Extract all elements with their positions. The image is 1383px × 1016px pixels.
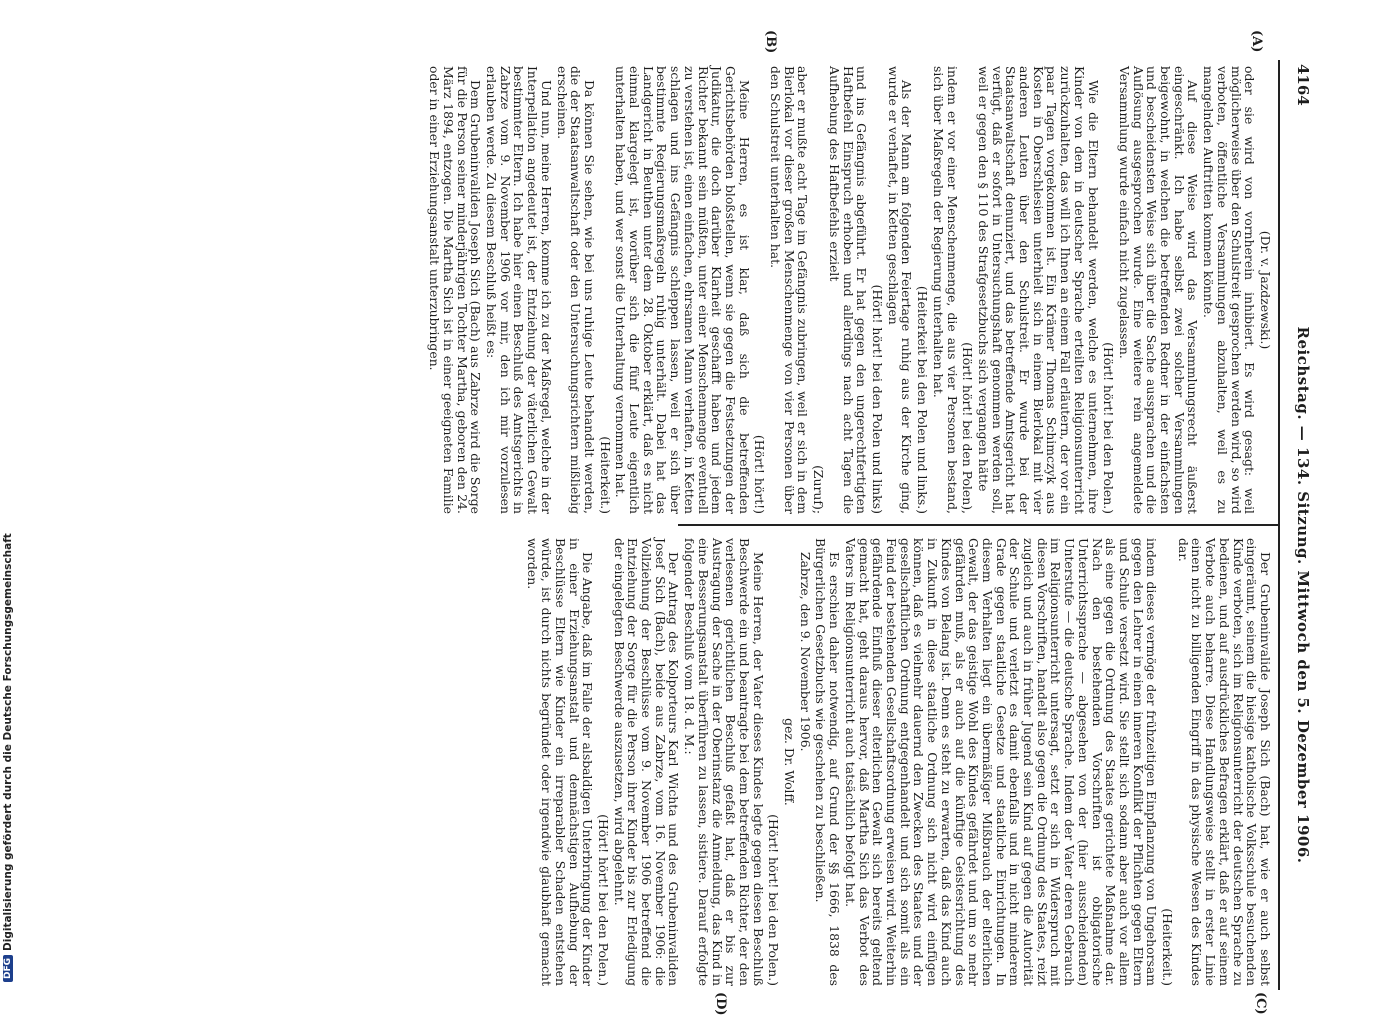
paragraph: gez. Dr. Wolff. xyxy=(782,718,798,806)
column-divider xyxy=(678,524,1278,526)
paragraph: Als der Mann am folgenden Feiertage ruhig aus der Kirche ging, wurde er verhaftet, in Ketten geschlagen xyxy=(885,66,915,514)
paragraph: (Hört! hört! bei den Polen.) xyxy=(595,814,611,986)
paragraph: Es erschien daher notwendig, auf Grund der §§ 1666, 1838 des Bürgerlichen Gesetzbuchs wie geschehen zu beschließen. xyxy=(813,538,843,986)
newspaper-page xyxy=(73,30,1318,1016)
paragraph: Dem Grubeninvaliden Joseph Sich (Bach) aus Zabrze wird die Sorge für die Person seiner minderjährigen Tochter Martha, geboren den 24. März 1894, entzogen. Die Martha Sich ist in einer geeigneten Familie oder in einer Erziehungsanstalt unterzubringen. xyxy=(427,66,484,514)
digitization-text: Digitalisierung gefördert durch die Deutsche Forschungsgemeinschaft xyxy=(2,533,14,951)
paragraph: (Heiterkeit bei den Polen und links.) xyxy=(915,285,931,514)
right-column xyxy=(524,538,1272,986)
margin-marker-d: (D) xyxy=(713,992,728,1016)
paragraph: Und nun, meine Herren, komme ich zu der Maßregel, welche in der Interpellation angedeutet ist, der Entziehung der väterlichen Gewalt bestimmter Eltern. Ich habe hier einen Beschluß des Amtsgerichts in Zabrze vom 9. November 1906 vor mir, den ich mir vorzulesen erlauben werde. Zu diesem Beschluß heißt es: xyxy=(484,66,554,514)
header-rule xyxy=(1278,60,1280,990)
left-column xyxy=(426,66,1272,514)
paragraph: indem dieses vermöge der frühzeitigen Einpflanzung von Ungehorsam gegen den Lehrer in einen inneren Konflikt der Pflichten gegen Eltern und Schule versetzt wird. Sie stellt sich sodann aber auch vor allem als eine gegen die Ordnung des Staates gerichtete Maßnahme dar. Nach den bestehenden Vorschriften ist obligatorische Unterrichtssprache — abgesehen von der (hier ausscheidenden) Unterstufe — die deutsche Sprache. Indem der Vater deren Gebrauch im Religionsunterricht untersagt, setzt er sich in Widerspruch mit diesen Vorschriften, handelt also gegen die Ordnung des Staates, reizt zugleich und auch in früher Jugend sein Kind auf gegen die Autorität der Schule und verletzt es damit ebenfalls und in nicht minderem Grade gegen staatliche Gesetze und staatliche Einrichtungen. In diesem Verhalten liegt ein übermäßiger Mißbrauch der elterlichen Gewalt, der das geistige Wohl des Kindes gefährdet und um so mehr gefährden muß, als er auch auf die künftige Geistesrichtung des Kindes von Belang ist. Denn es steht zu erwarten, daß das Kind auch in Zukunft in diese staatliche Ordnung sich nicht wird einfügen können, daß es vielmehr dauernd den Zwecken des Staates und der gesellschaftlichen Ordnung entgegenhandelt und sich somit als ein Feind der bestehenden Gesellschaftsordnung erweisen wird. Weiterhin gefährdende Einfluß dieser elterlichen Gewalt sich bereits geltend gemacht hat, geht daraus hervor, daß Martha Sich das Verbot des Vaters im Religionsunterricht auch tatsächlich befolgt hat. xyxy=(842,538,1160,986)
paragraph: (Hört! hört! bei den Polen und links) xyxy=(870,284,886,514)
paragraph: Auf diese Weise wird das Versammlungsrecht äußerst eingeschränkt. Ich habe selbst zwei solcher Versammlungen beigewohnt, in welchen die betreffenden Redner in der einfachsten und bescheidensten Weise sich über die Sache aussprachen und die Auflösung ausgesprochen wurde. Eine weitere rein angemeldete Versammlung wurde einfach nicht zugelassen. xyxy=(1116,66,1201,514)
page-header xyxy=(1278,60,1318,990)
paragraph: Wie die Eltern behandelt werden, welche es unternehmen, ihre Kinder von dem in deutscher Sprache erteilten Religionsunterricht zurückzuhalten, das will ich Ihnen an einem Fall erläutern, der vor ein paar Tagen vorgekommen ist. Ein Krämer Thomas Schimczyk aus Kosten in Oberschlesien unterhielt sich in einem Bierlokal mit vier anderen Leuten über den Schulstreit. Er wurde bei der Staatsanwaltschaft denunziert, und das betreffende Amtsgericht hat verfügt, daß er sofort in Untersuchungshaft genommen werden soll, weil er gegen den § 110 des Strafgesetzbuchs sich vergangen hätte xyxy=(975,66,1101,514)
paragraph: Meine Herren, der Vater dieses Kindes legte gegen diesen Beschluß Beschwerde ein und beantragte bei dem betreffenden Richter, der den verlesenen gerichtlichen Beschluß gefaßt hat, daß er bis zur Austragung der Sache in der Oberinstanz die Anmeldung, das Kind in eine Besserungsanstalt überführen zu lassen, sistiere. Darauf erfolgte folgender Beschluß vom 18. d. M.: xyxy=(682,538,766,986)
margin-marker-c: (C) xyxy=(1253,992,1268,1015)
paragraph: und ins Gefängnis abgeführt. Er hat gegen den ungerechtfertigten Haftbefehl Einspruch erhoben und allerdings nach acht Tagen die Aufhebung des Haftbefehls erzielt xyxy=(826,66,870,514)
paragraph: Der Grubeninvalide Joseph Sich (Bach) hat, wie er auch selbst eingeräumt, seinem die hiesige katholische Volksschule besuchenden Kinde verboten, sich im Religionsunterricht der deutschen Sprache zu bedienen, und auf ausdrückliches Befragen erklärt, daß er auf seinem Verbote auch beharre. Diese Handlungsweise stellt in erster Linie einen nicht zu billigenden Eingriff in das physische Wesen des Kindes dar. xyxy=(1175,538,1273,986)
page-number: 4164 xyxy=(1294,64,1312,106)
paragraph: (Hört! hört!) xyxy=(752,434,768,514)
margin-marker-b: (B) xyxy=(763,30,778,54)
margin-marker-a: (A) xyxy=(1249,30,1264,53)
paragraph: indem er vor einer Menschenmenge, die aus vier Personen bestand, sich über Maßregeln der Regierung unterhalten hat. xyxy=(930,66,960,514)
paragraph: (Dr. v. Jazdzewski.) xyxy=(1258,230,1273,350)
paragraph: (Hört! hört! bei den Polen.) xyxy=(1101,342,1117,514)
paragraph: Da können Sie sehen, wie bei uns ruhige Leute behandelt werden, die der Staatsanwaltschaft oder den Untersuchungsrichtern mißliebig erscheinen. xyxy=(554,66,597,514)
paragraph: (Hört! hört! bei den Polen.) xyxy=(766,814,782,986)
running-head: Reichstag. — 134. Sitzung. Mittwoch den 5. Dezember 1906. xyxy=(1294,326,1312,864)
paragraph: (Heiterkeit.) xyxy=(1160,908,1176,986)
paragraph: Zabrze, den 9. November 1906. xyxy=(797,552,813,752)
paragraph: (Zuruf); xyxy=(811,465,827,514)
dfg-logo: DFG xyxy=(3,955,13,982)
paragraph: (Heiterkeit.) xyxy=(597,436,613,514)
paragraph: Meine Herren, es ist klar, daß sich die betreffenden Gerichtsbehörden bloßstellen, wenn sie gegen die Festsetzungen der Judikatur, die doch darüber Klarheit geschafft haben und jedem Richter bekannt sein müßten, unter einer Menschenmenge eventuell zu verstehen ist, einen einfachen, ehrsamen Mann verhaften, in Ketten schlagen und ins Gefängnis schleppen lassen, weil er sich über bestimmte Regierungsmaßregeln ruhig unterhält. Dabei hat das Landgericht in Beuthen unter dem 28. Oktober erklärt, daß es nicht einmal klargelegt ist, worüber sich die fünf Leute eigentlich unterhalten haben, und wer sonst die Unterhaltung vernommen hat. xyxy=(613,66,752,514)
paragraph: Die Angabe, daß im Falle der alsbaldigen Unterbringung der Kinder in einer Erziehungsanstalt und demnächstigen Aufhebung der Beschlüsse Eltern wie Kinder ein irreparabler Schaden entstehen würde, ist durch nichts begründet oder irgendwie glaubhaft gemacht worden. xyxy=(525,538,596,986)
paragraph: Der Antrag des Kolporteurs Karl Wichta und des Grubeninvaliden Josef Sich (Bach), beide aus Zabrze, vom 16. November 1906: die Vollziehung der Beschlüsse vom 9. November 1906 betreffend die Entziehung der Sorge für die Person ihrer Kinder bis zur Erledigung der eingelegten Beschwerde auszusetzen, wird abgelehnt. xyxy=(611,538,682,986)
paragraph: aber er mußte acht Tage im Gefängnis zubringen, weil er sich in dem Bierlokal vor dieser großen Menschenmenge von vier Personen über den Schulstreit unterhalten hat. xyxy=(768,66,811,514)
paragraph: oder sie wird von vornherein inhibiert. Es wird gesagt: weil möglicherweise über den Schulstreit gesprochen werden wird, so wird verboten, öffentliche Versammlungen abzuhalten, weil es zu mangelnden Auftritten kommen könnte. xyxy=(1201,66,1258,514)
paragraph: (Hört! hört! bei den Polen), xyxy=(960,342,976,514)
digitization-note xyxy=(2,533,14,982)
